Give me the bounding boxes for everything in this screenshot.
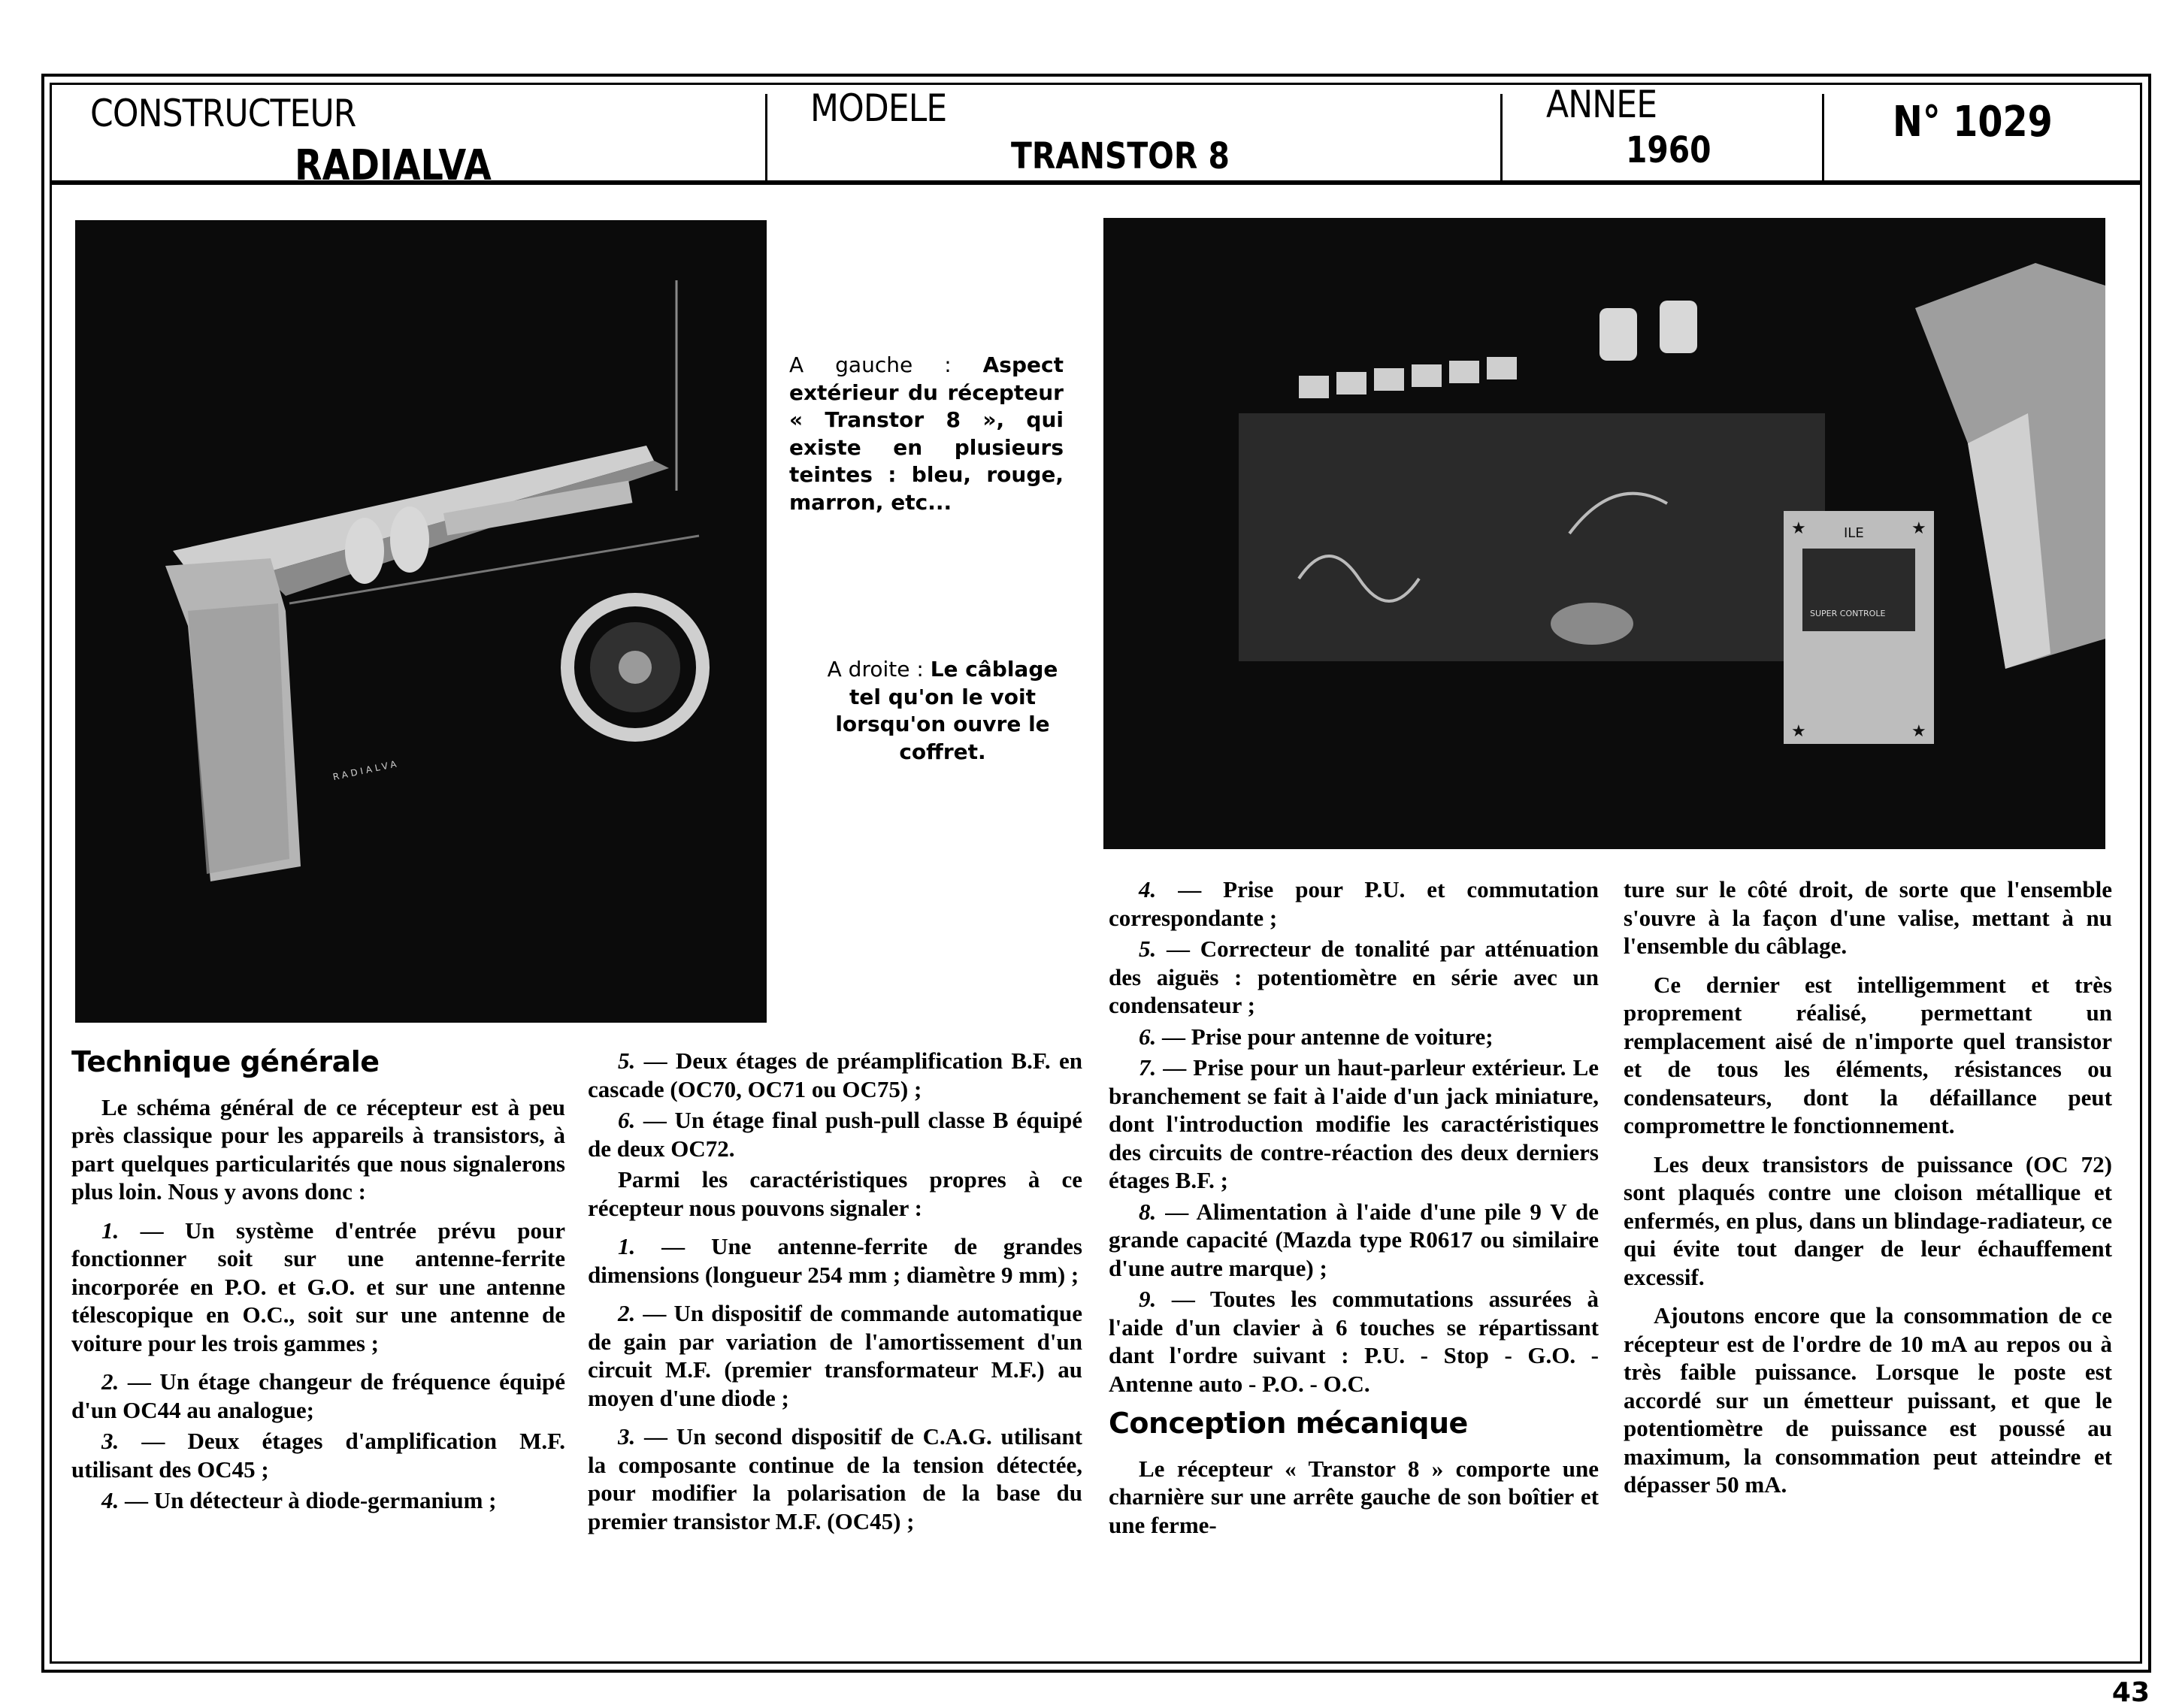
- svg-text:★: ★: [1911, 518, 1926, 537]
- list-item: 8. — Alimentation à l'aide d'une pile 9 V de grande capacité (Mazda type R0617 ou similaire d'une autre marque) ;: [1109, 1198, 1599, 1281]
- caption-left: [789, 352, 1064, 516]
- list-item: 2. — Un dispositif de commande automatique de gain par variation de l'amortissement d'un circuit M.F. (premier transformateur M.F.) au moyen d'une diode ;: [588, 1300, 1083, 1411]
- list-item: 1. — Un système d'entrée prévu pour fonctionner soit sur une antenne-ferrite incorporée en P.O. et G.O. et sur une antenne télescopique en O.C., soit sur une antenne de voiture pour les trois gammes ;: [71, 1217, 565, 1356]
- wiring-illustration: [1103, 218, 2105, 849]
- section-title-conception: Conception mécanique: [1109, 1407, 1468, 1440]
- document-number: N° 1029: [1893, 98, 2053, 147]
- section-title-technique: Technique générale: [71, 1045, 380, 1078]
- paragraph: Ajoutons encore que la consommation de ce récepteur est de l'ordre de 10 mA au repos ou à très faible puissance. Lorsque le poste est accordé sur un émetteur puissant, et que le potentiomètre de puissance est poussé au maximum, la consommation peut atteindre et dépasser 50 mA.: [1624, 1302, 2112, 1498]
- caption-left-lead: A gauche :: [789, 352, 952, 377]
- list-item: 4. — Prise pour P.U. et commutation correspondante ;: [1109, 876, 1599, 931]
- text-column-2: [588, 1047, 1082, 1546]
- paragraph: ture sur le côté droit, de sorte que l'ensemble s'ouvre à la façon d'une valise, mettant à nu l'ensemble du câblage.: [1624, 876, 2112, 959]
- list-item: 2. — Un étage changeur de fréquence équipé d'un OC44 au analogue;: [71, 1368, 565, 1423]
- list-item: 6. — Un étage final push-pull classe B équipé de deux OC72.: [588, 1107, 1082, 1162]
- list-item: 1. — Une antenne-ferrite de grandes dimensions (longueur 254 mm ; diamètre 9 mm) ;: [588, 1233, 1082, 1288]
- svg-text:★: ★: [1911, 721, 1926, 740]
- modele-label: MODELE: [810, 86, 947, 130]
- photo-exterior: [75, 220, 767, 1023]
- list-item: 7. — Prise pour un haut-parleur extérieur. Le branchement se fait à l'aide d'un jack miniature, dont l'introduction modifie les caractéristiques des circuits de contre-réaction des deux derniers étages B.F. ;: [1109, 1054, 1599, 1193]
- list-item: 5. — Deux étages de préamplification B.F. en cascade (OC70, OC71 ou OC75) ;: [588, 1047, 1083, 1102]
- svg-text:★: ★: [1791, 721, 1806, 740]
- caption-left-body: Aspect extérieur du récepteur « Transtor 8 », qui existe en plusieurs teintes : bleu, rouge, marron, etc...: [789, 352, 1064, 515]
- list-item: 3. — Deux étages d'amplification M.F. utilisant des OC45 ;: [71, 1428, 565, 1483]
- list-item: 9. — Toutes les commutations assurées à l'aide d'un clavier à 6 touches se répartissant dant l'ordre suivant : P.U. - Stop - G.O. - Antenne auto - P.O. - O.C.: [1109, 1286, 1599, 1397]
- svg-text:★: ★: [1791, 518, 1806, 537]
- page-number: 43: [2111, 1677, 2150, 1708]
- list-item: 4. — Un détecteur à diode-germanium ;: [101, 1487, 497, 1513]
- paragraph: Les deux transistors de puissance (OC 72) sont plaqués contre une cloison métallique et enfermés, en plus, dans un blindage-radiateur, ce qui évite tout danger de leur échauffement excessif.: [1624, 1150, 2112, 1290]
- list-item: 6. — Prise pour antenne de voiture;: [1139, 1023, 1494, 1050]
- paragraph: Ce dernier est intelligemment et très proprement réalisé, permettant un remplacement aisé de n'importe quel transistor et de tous les éléments, résistances ou condensateurs, dont la défaillance peut compromettre le fonctionnement.: [1624, 971, 2112, 1138]
- caption-right-lead: A droite :: [827, 657, 924, 682]
- svg-text:SUPER CONTROLE: SUPER CONTROLE: [1810, 609, 1886, 618]
- constructeur-value: RADIALVA: [295, 141, 492, 190]
- annee-value: 1960: [1626, 129, 1711, 171]
- list-item: 3. — Un second dispositif de C.A.G. utilisant la composante continue de la tension détectée, pour modifier la polarisation de la base du premier transistor M.F. (OC45) ;: [588, 1423, 1082, 1534]
- modele-value: TRANSTOR 8: [1011, 135, 1230, 177]
- brand-mark: RADIALVA: [331, 757, 401, 783]
- header-column-divider: [1822, 94, 1824, 183]
- constructeur-label: CONSTRUCTEUR: [90, 92, 356, 135]
- battery-label: ILE: [1844, 525, 1864, 541]
- photo-wiring: [1103, 218, 2105, 849]
- caption-right: [808, 656, 1077, 766]
- caption-right-body: Le câblage tel qu'on le voit lorsqu'on ouvre le coffret.: [835, 657, 1058, 764]
- paragraph: Le récepteur « Transtor 8 » comporte une charnière sur une arrête gauche de son boîtier et une ferme-: [1109, 1455, 1599, 1538]
- annee-label: ANNEE: [1546, 83, 1657, 126]
- paragraph: Le schéma général de ce récepteur est à peu près classique pour les appareils à transistors, à part quelques particularités que nous signalerons plus loin. Nous y avons donc :: [71, 1093, 565, 1205]
- list-item: 5. — Correcteur de tonalité par atténuation des aiguës : potentiomètre en série avec un condensateur ;: [1109, 936, 1599, 1018]
- radio-exterior-illustration: [75, 220, 767, 1023]
- paragraph: Parmi les caractéristiques propres à ce récepteur nous pouvons signaler :: [588, 1166, 1082, 1221]
- header-column-divider: [765, 94, 767, 183]
- text-column-3: [1109, 875, 1599, 1549]
- text-column-1: [71, 1045, 565, 1525]
- header-column-divider: [1500, 94, 1503, 183]
- text-column-4: [1624, 875, 2112, 1510]
